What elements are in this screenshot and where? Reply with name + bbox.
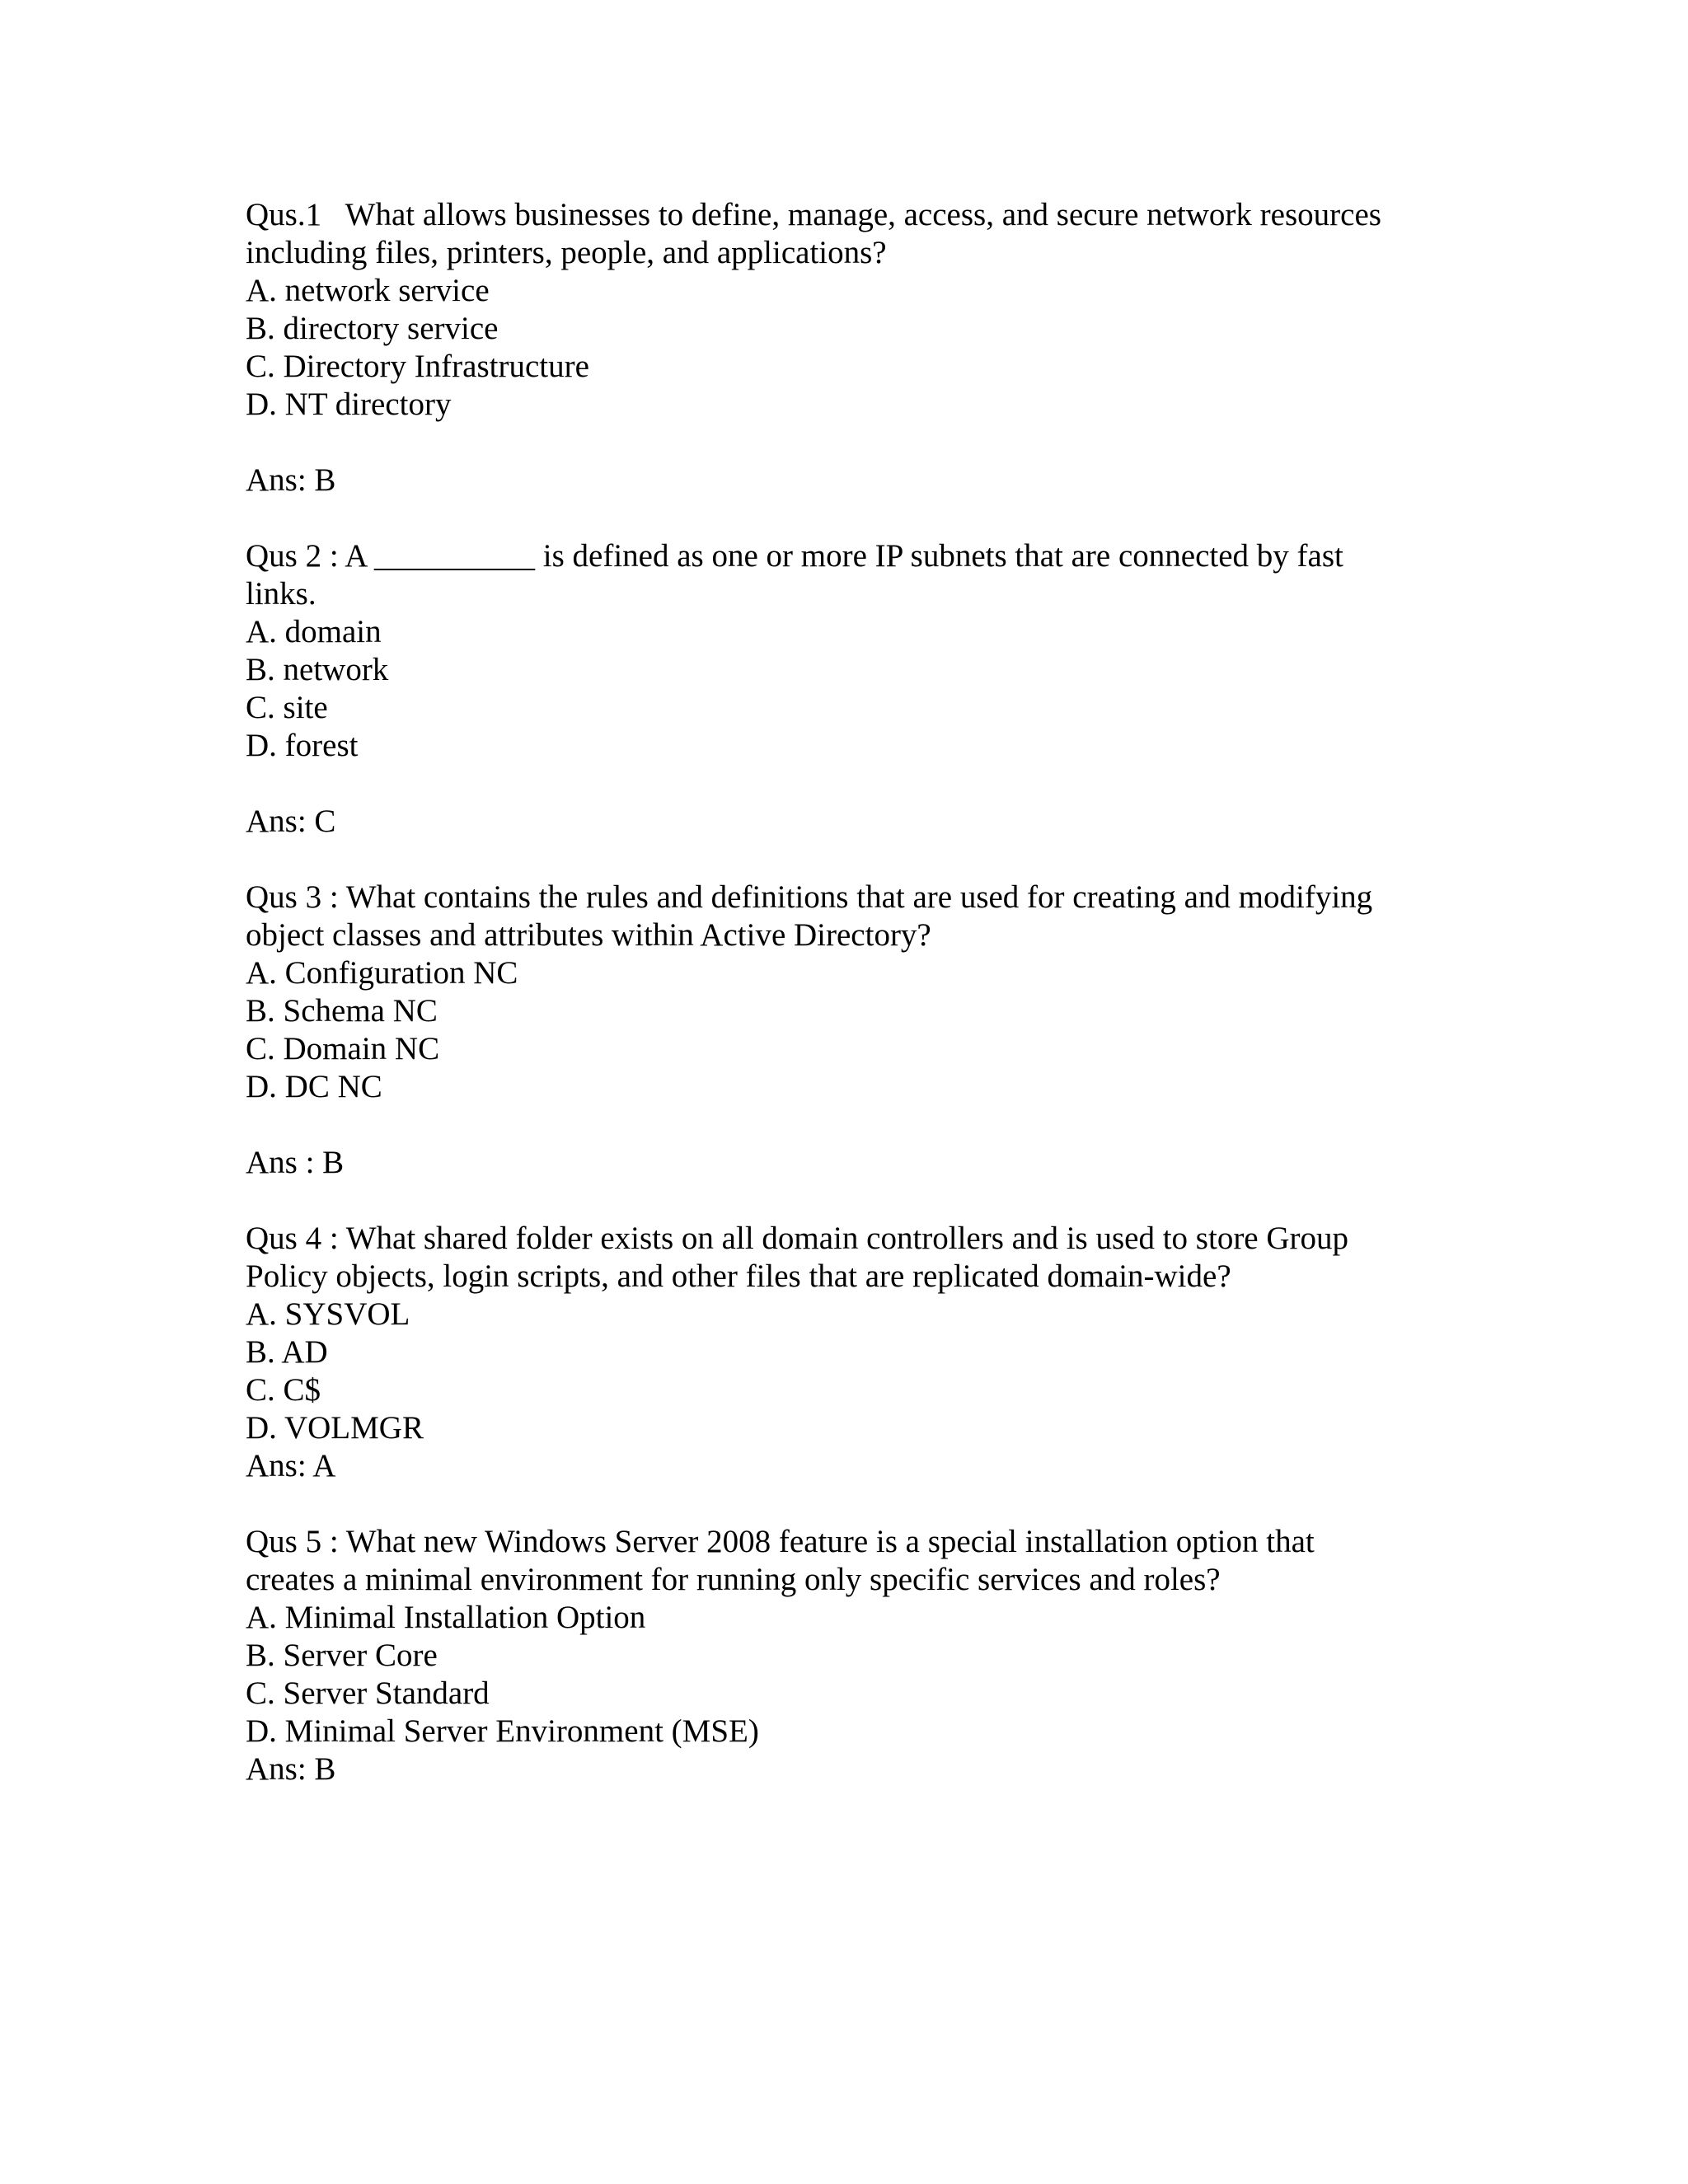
spacer bbox=[246, 1485, 1449, 1523]
option-c: C. Domain NC bbox=[246, 1031, 440, 1066]
option-a: A. Minimal Installation Option bbox=[246, 1600, 646, 1635]
question-block-3 bbox=[246, 879, 1449, 1182]
option-c: C. C$ bbox=[246, 1372, 321, 1408]
option-c: C. Server Standard bbox=[246, 1675, 490, 1711]
answer: Ans: C bbox=[246, 804, 336, 839]
question-block-5 bbox=[246, 1523, 1449, 1788]
question-text-line: creates a minimal environment for running only specific services and roles? bbox=[246, 1562, 1221, 1597]
question-text-line: Qus 5 : What new Windows Server 2008 feature is a special installation option that bbox=[246, 1524, 1315, 1559]
option-a: A. network service bbox=[246, 273, 490, 308]
option-d: D. forest bbox=[246, 728, 359, 763]
answer: Ans : B bbox=[246, 1145, 345, 1180]
answer: Ans: B bbox=[246, 462, 336, 498]
question-text-line: Policy objects, login scripts, and other files that are replicated domain-wide? bbox=[246, 1258, 1231, 1294]
option-a: A. Configuration NC bbox=[246, 955, 518, 991]
option-d: D. Minimal Server Environment (MSE) bbox=[246, 1713, 759, 1749]
option-a: A. domain bbox=[246, 614, 382, 649]
spacer bbox=[246, 1182, 1449, 1220]
spacer bbox=[246, 841, 1449, 879]
question-text-line: Qus 4 : What shared folder exists on all domain controllers and is used to store Group bbox=[246, 1221, 1349, 1256]
option-d: D. NT directory bbox=[246, 387, 452, 422]
question-list bbox=[246, 196, 1449, 1788]
question-block-1 bbox=[246, 196, 1449, 499]
option-a: A. SYSVOL bbox=[246, 1296, 410, 1332]
option-c: C. site bbox=[246, 690, 328, 725]
question-text-line: links. bbox=[246, 576, 316, 612]
question-text-line: including files, printers, people, and applications? bbox=[246, 235, 887, 270]
option-b: B. Schema NC bbox=[246, 993, 438, 1029]
question-text-line: Qus 2 : A __________ is defined as one or more IP subnets that are connected by fast bbox=[246, 538, 1343, 574]
option-b: B. network bbox=[246, 652, 389, 687]
question-block-2 bbox=[246, 537, 1449, 841]
question-block-4 bbox=[246, 1220, 1449, 1485]
option-d: D. DC NC bbox=[246, 1069, 382, 1104]
spacer bbox=[246, 765, 1449, 803]
option-b: B. Server Core bbox=[246, 1638, 438, 1673]
option-d: D. VOLMGR bbox=[246, 1410, 424, 1446]
question-text-line: object classes and attributes within Active Directory? bbox=[246, 917, 931, 953]
spacer bbox=[246, 499, 1449, 537]
question-text-line: Qus.1 What allows businesses to define, manage, access, and secure network resources bbox=[246, 197, 1381, 232]
question-text-line: Qus 3 : What contains the rules and definitions that are used for creating and modifying bbox=[246, 879, 1373, 915]
answer: Ans: B bbox=[246, 1751, 336, 1787]
answer: Ans: A bbox=[246, 1448, 336, 1483]
spacer bbox=[246, 424, 1449, 462]
option-c: C. Directory Infrastructure bbox=[246, 349, 589, 384]
option-b: B. AD bbox=[246, 1334, 328, 1370]
option-b: B. directory service bbox=[246, 311, 499, 346]
spacer bbox=[246, 1106, 1449, 1144]
